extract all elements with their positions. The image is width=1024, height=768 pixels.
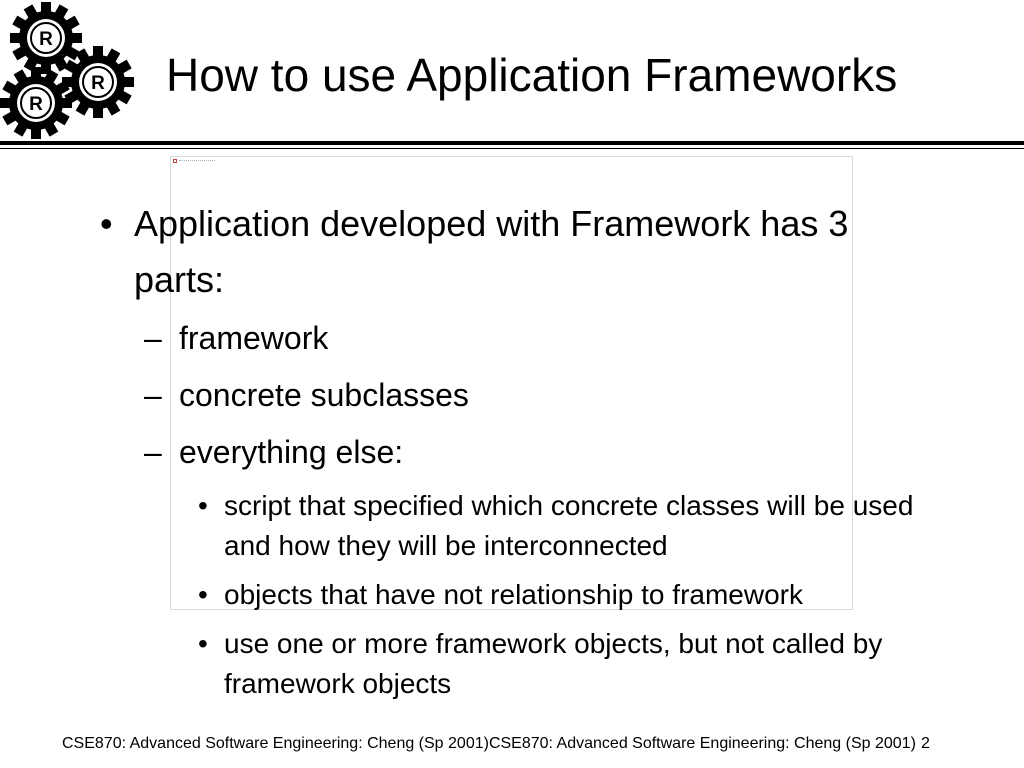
bullet-marker: •: [198, 628, 208, 659]
sub-item-text: everything else:: [179, 434, 404, 470]
logo-badge-bottom: R: [29, 94, 43, 115]
bullet-marker: •: [198, 490, 208, 521]
slide-title: How to use Application Frameworks: [166, 49, 898, 101]
sub-sub-item-text: script that specified which concrete classes will be used and how they will be interconnected: [224, 490, 914, 561]
bullet-item: [100, 196, 934, 308]
sub-item-text: concrete subclasses: [179, 377, 469, 413]
bullet-marker: •: [198, 579, 208, 610]
dash-marker: –: [144, 320, 162, 356]
dash-marker: –: [144, 377, 162, 413]
bullet-marker: •: [100, 203, 113, 244]
sub-sub-item-text: objects that have not relationship to framework: [224, 579, 803, 610]
sub-item-everything-else: [144, 432, 939, 472]
footer-text: CSE870: Advanced Software Engineering: Cheng (Sp 2001)CSE870: Advanced Software Engineering: Cheng (Sp 2001): [62, 735, 916, 752]
logo-badge-right: R: [91, 73, 105, 94]
dash-marker: –: [144, 434, 162, 470]
page-number: 2: [921, 735, 930, 752]
sub-sub-item-framework-objects: [198, 624, 944, 704]
sub-sub-item-text: use one or more framework objects, but not called by framework objects: [224, 628, 883, 699]
sub-sub-item-objects: [198, 575, 944, 615]
logo-badge-top: R: [39, 29, 53, 50]
sub-item-framework: [144, 318, 939, 358]
sub-item-concrete-subclasses: [144, 375, 939, 415]
sub-sub-item-script: [198, 486, 944, 566]
sub-item-text: framework: [179, 320, 329, 356]
bullet-text: Application developed with Framework has 3 parts:: [134, 203, 849, 300]
